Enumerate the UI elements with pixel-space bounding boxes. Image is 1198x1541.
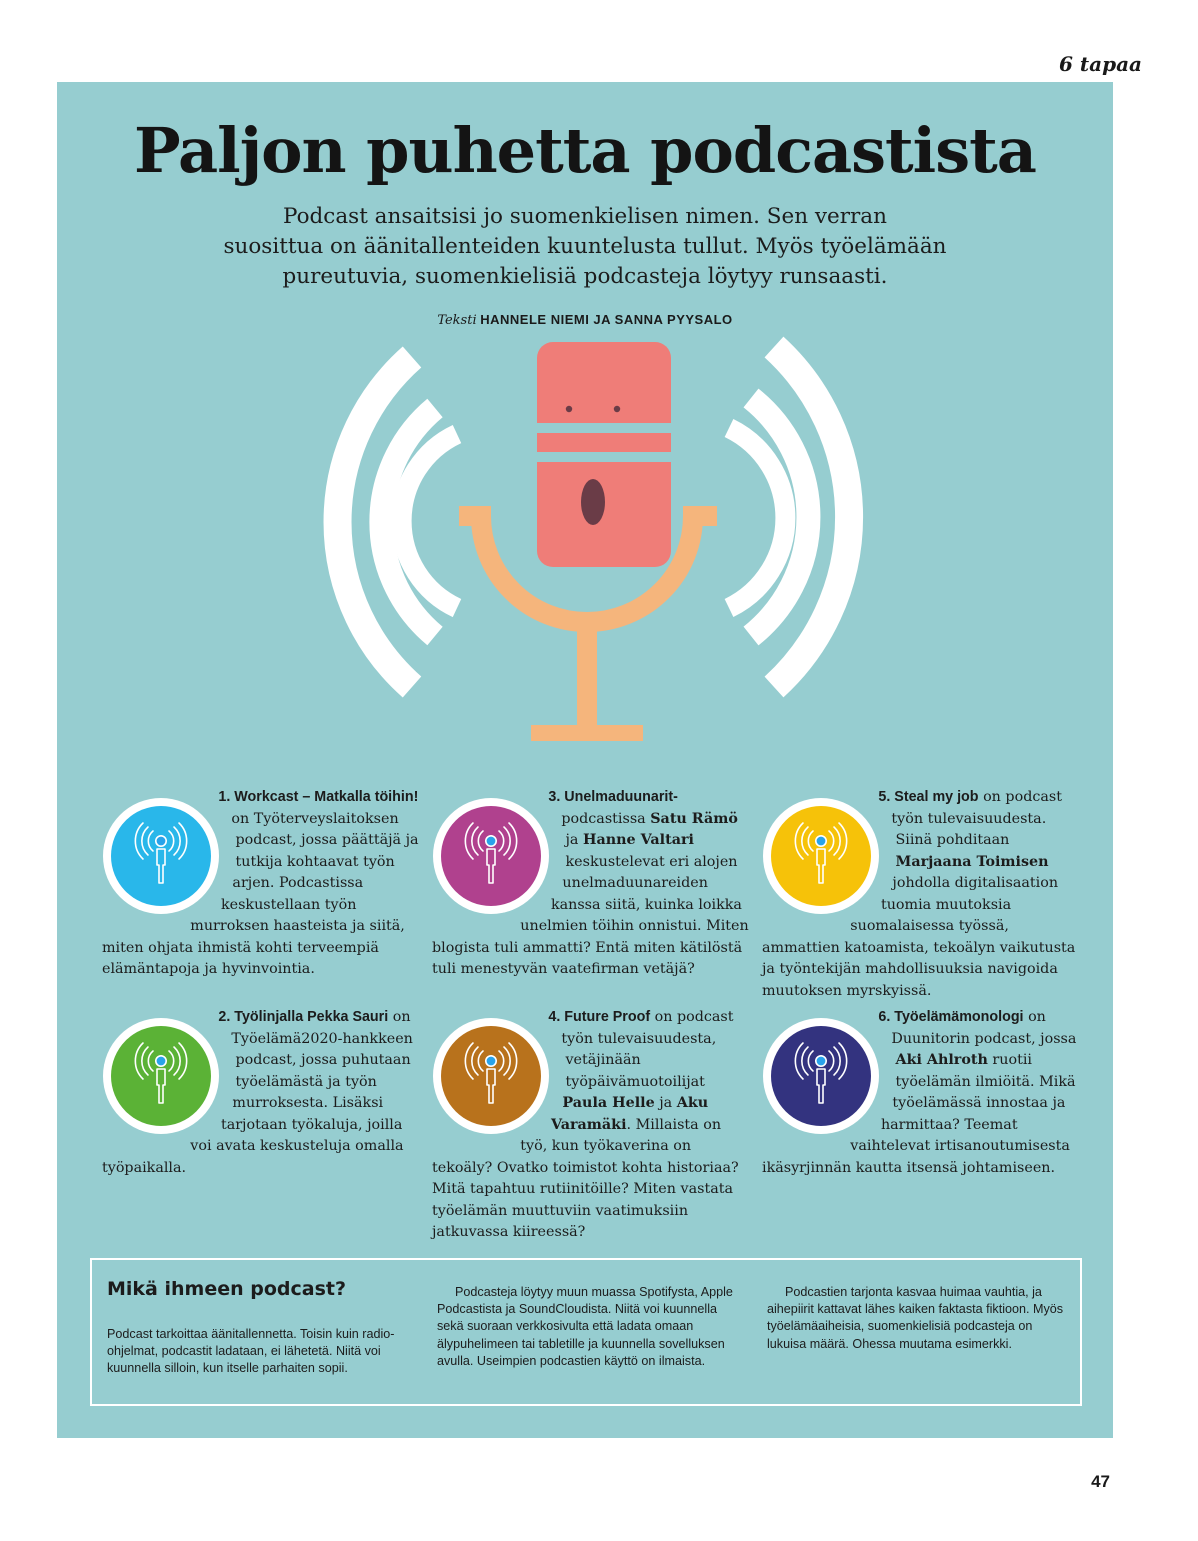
info-box-column: Podcasteja löytyy muun muassa Spotifysta, Apple Podcastista ja SoundCloudista. Niitä voi kuunnella sekä suoraan verkkosivulta että ladata omaan älypuhelimeen tai tabletille ja kuunnella sovelluksen avulla. Useimpien podcastien käyttö on ilmaista. xyxy=(437,1285,733,1368)
podcast-entry xyxy=(102,787,420,981)
host-name: Aki Ahlroth xyxy=(895,1052,988,1068)
host-name: Hanne Valtari xyxy=(583,832,694,848)
podcast-description: ruotii työelämän ilmiöitä. Mikä työelämässä innostaa ja harmittaa? Teemat vaihtelevat irtisanoutumisesta ikäsyrjinnän kautta itsensä johtamiseen. xyxy=(762,1052,1076,1176)
host-name: Marjaana Toimisen xyxy=(895,853,1049,870)
info-box-title: Mikä ihmeen podcast? xyxy=(107,1278,346,1300)
microphone-illustration xyxy=(57,82,1113,782)
info-box-column: Podcast tarkoittaa äänitallennetta. Toisin kuin radio-ohjelmat, podcastit ladataan, ei lähetetä. Niitä voi kuunnella silloin, kun itselle parhaiten sopii. xyxy=(107,1327,395,1376)
host-name: Satu Rämö xyxy=(650,810,738,827)
podcast-title: 6. Työelämämonologi xyxy=(878,1009,1024,1025)
sound-wave-icon xyxy=(729,428,785,608)
podcast-entry xyxy=(762,787,1080,1002)
podcast-entry xyxy=(762,1007,1080,1179)
podcast-description: johdolla digitalisaation tuomia muutoksia suomalaisessa työssä, ammattien katoamista, tekoälyn vaikutusta ja työntekijän mahdollisuuksia navigoida muutoksen myrskyissä. xyxy=(762,875,1076,999)
article-title: Paljon puhetta podcastista xyxy=(134,114,1036,187)
podcast-badge xyxy=(102,797,220,915)
podcast-description: on Työterveyslaitoksen podcast, jossa päättäjä ja tutkija kohtaavat työn arjen. Podcastissa keskustellaan työn murroksen haasteista ja siitä, miten ohjata ihmistä kohti terveempiä elämäntapoja ja hyvinvointia. xyxy=(102,810,419,977)
podcast-description: podcastissa xyxy=(561,810,651,827)
podcast-description: on podcast työn tulevaisuudesta, vetäjinään työpäivämuotoilijat xyxy=(561,1009,734,1090)
podcast-badge xyxy=(432,1017,550,1135)
info-box xyxy=(90,1258,1082,1406)
podcast-title: 2. Työlinjalla Pekka Sauri xyxy=(218,1009,389,1025)
page-number: 47 xyxy=(1091,1472,1110,1491)
podcast-badge xyxy=(432,797,550,915)
podcast-description: on Työelämä2020-hankkeen podcast, jossa puhutaan työelämästä ja työn murroksesta. Lisäksi tarjotaan työkaluja, joilla voi avata keskusteluja omalla työpaikalla. xyxy=(102,1009,413,1176)
podcast-entry xyxy=(432,787,750,981)
podcast-description: . Millaista on työ, kun työkaverina on tekoäly? Ovatko toimistot kohta historiaa? Mitä tapahtuu rutiinitöille? Miten vastata työelämän muuttuviin vaatimuksiin jatkuvassa kiireessä? xyxy=(432,1116,739,1240)
lead-line: suosittua on äänitallenteiden kuuntelusta tullut. Myös työelämään xyxy=(223,234,947,259)
byline-authors: HANNELE NIEMI JA SANNA PYYSALO xyxy=(480,312,733,327)
section-tag: 6 tapaa xyxy=(1059,52,1142,76)
sound-waves-left xyxy=(338,357,457,687)
podcast-badge xyxy=(762,1017,880,1135)
podcast-description: ja xyxy=(654,1095,677,1111)
lead-line: pureutuvia, suomenkielisiä podcasteja löytyy runsaasti. xyxy=(282,264,888,289)
podcast-title: 1. Workcast – Matkalla töihin! xyxy=(218,789,419,805)
lead-line: Podcast ansaitsisi jo suomenkielisen nimen. Sen verran xyxy=(283,204,887,229)
microphone-head xyxy=(535,342,673,567)
article-panel xyxy=(57,82,1113,1438)
podcast-description: keskustelevat eri alojen unelmaduunareiden kanssa siitä, kuinka loikka unelmien töihin onnistui. Miten blogista tuli ammatti? Entä miten kätilöstä tuli menestyvän vaatefirman vetäjä? xyxy=(432,853,749,977)
podcast-description: on Duunitorin podcast, jossa xyxy=(891,1009,1077,1047)
podcast-title: 5. Steal my job xyxy=(878,789,979,805)
sound-wave-icon xyxy=(402,434,457,608)
podcast-title: 4. Future Proof xyxy=(548,1009,651,1025)
podcast-description: on podcast työn tulevaisuudesta. Siinä pohditaan xyxy=(891,789,1062,848)
info-box-column: Podcastien tarjonta kasvaa huimaa vauhtia, ja aihepiirit kattavat lähes kaiken faktasta fiktioon. Myös työelämäaiheisia, suomenkielisiä podcasteja on lukuisa määrä. Ohessa muutama esimerkki. xyxy=(767,1285,1064,1351)
host-name: Aku Varamäki xyxy=(550,1095,709,1133)
podcast-title: 3. Unelmaduunarit- xyxy=(548,789,678,805)
byline-label: Teksti xyxy=(437,313,477,328)
podcast-description: ja xyxy=(565,832,583,848)
podcast-badge xyxy=(762,797,880,915)
podcast-badge xyxy=(102,1017,220,1135)
sound-waves-right xyxy=(729,347,849,687)
podcast-entry xyxy=(102,1007,420,1179)
podcast-entry xyxy=(432,1007,750,1244)
host-name: Paula Helle xyxy=(562,1095,655,1111)
